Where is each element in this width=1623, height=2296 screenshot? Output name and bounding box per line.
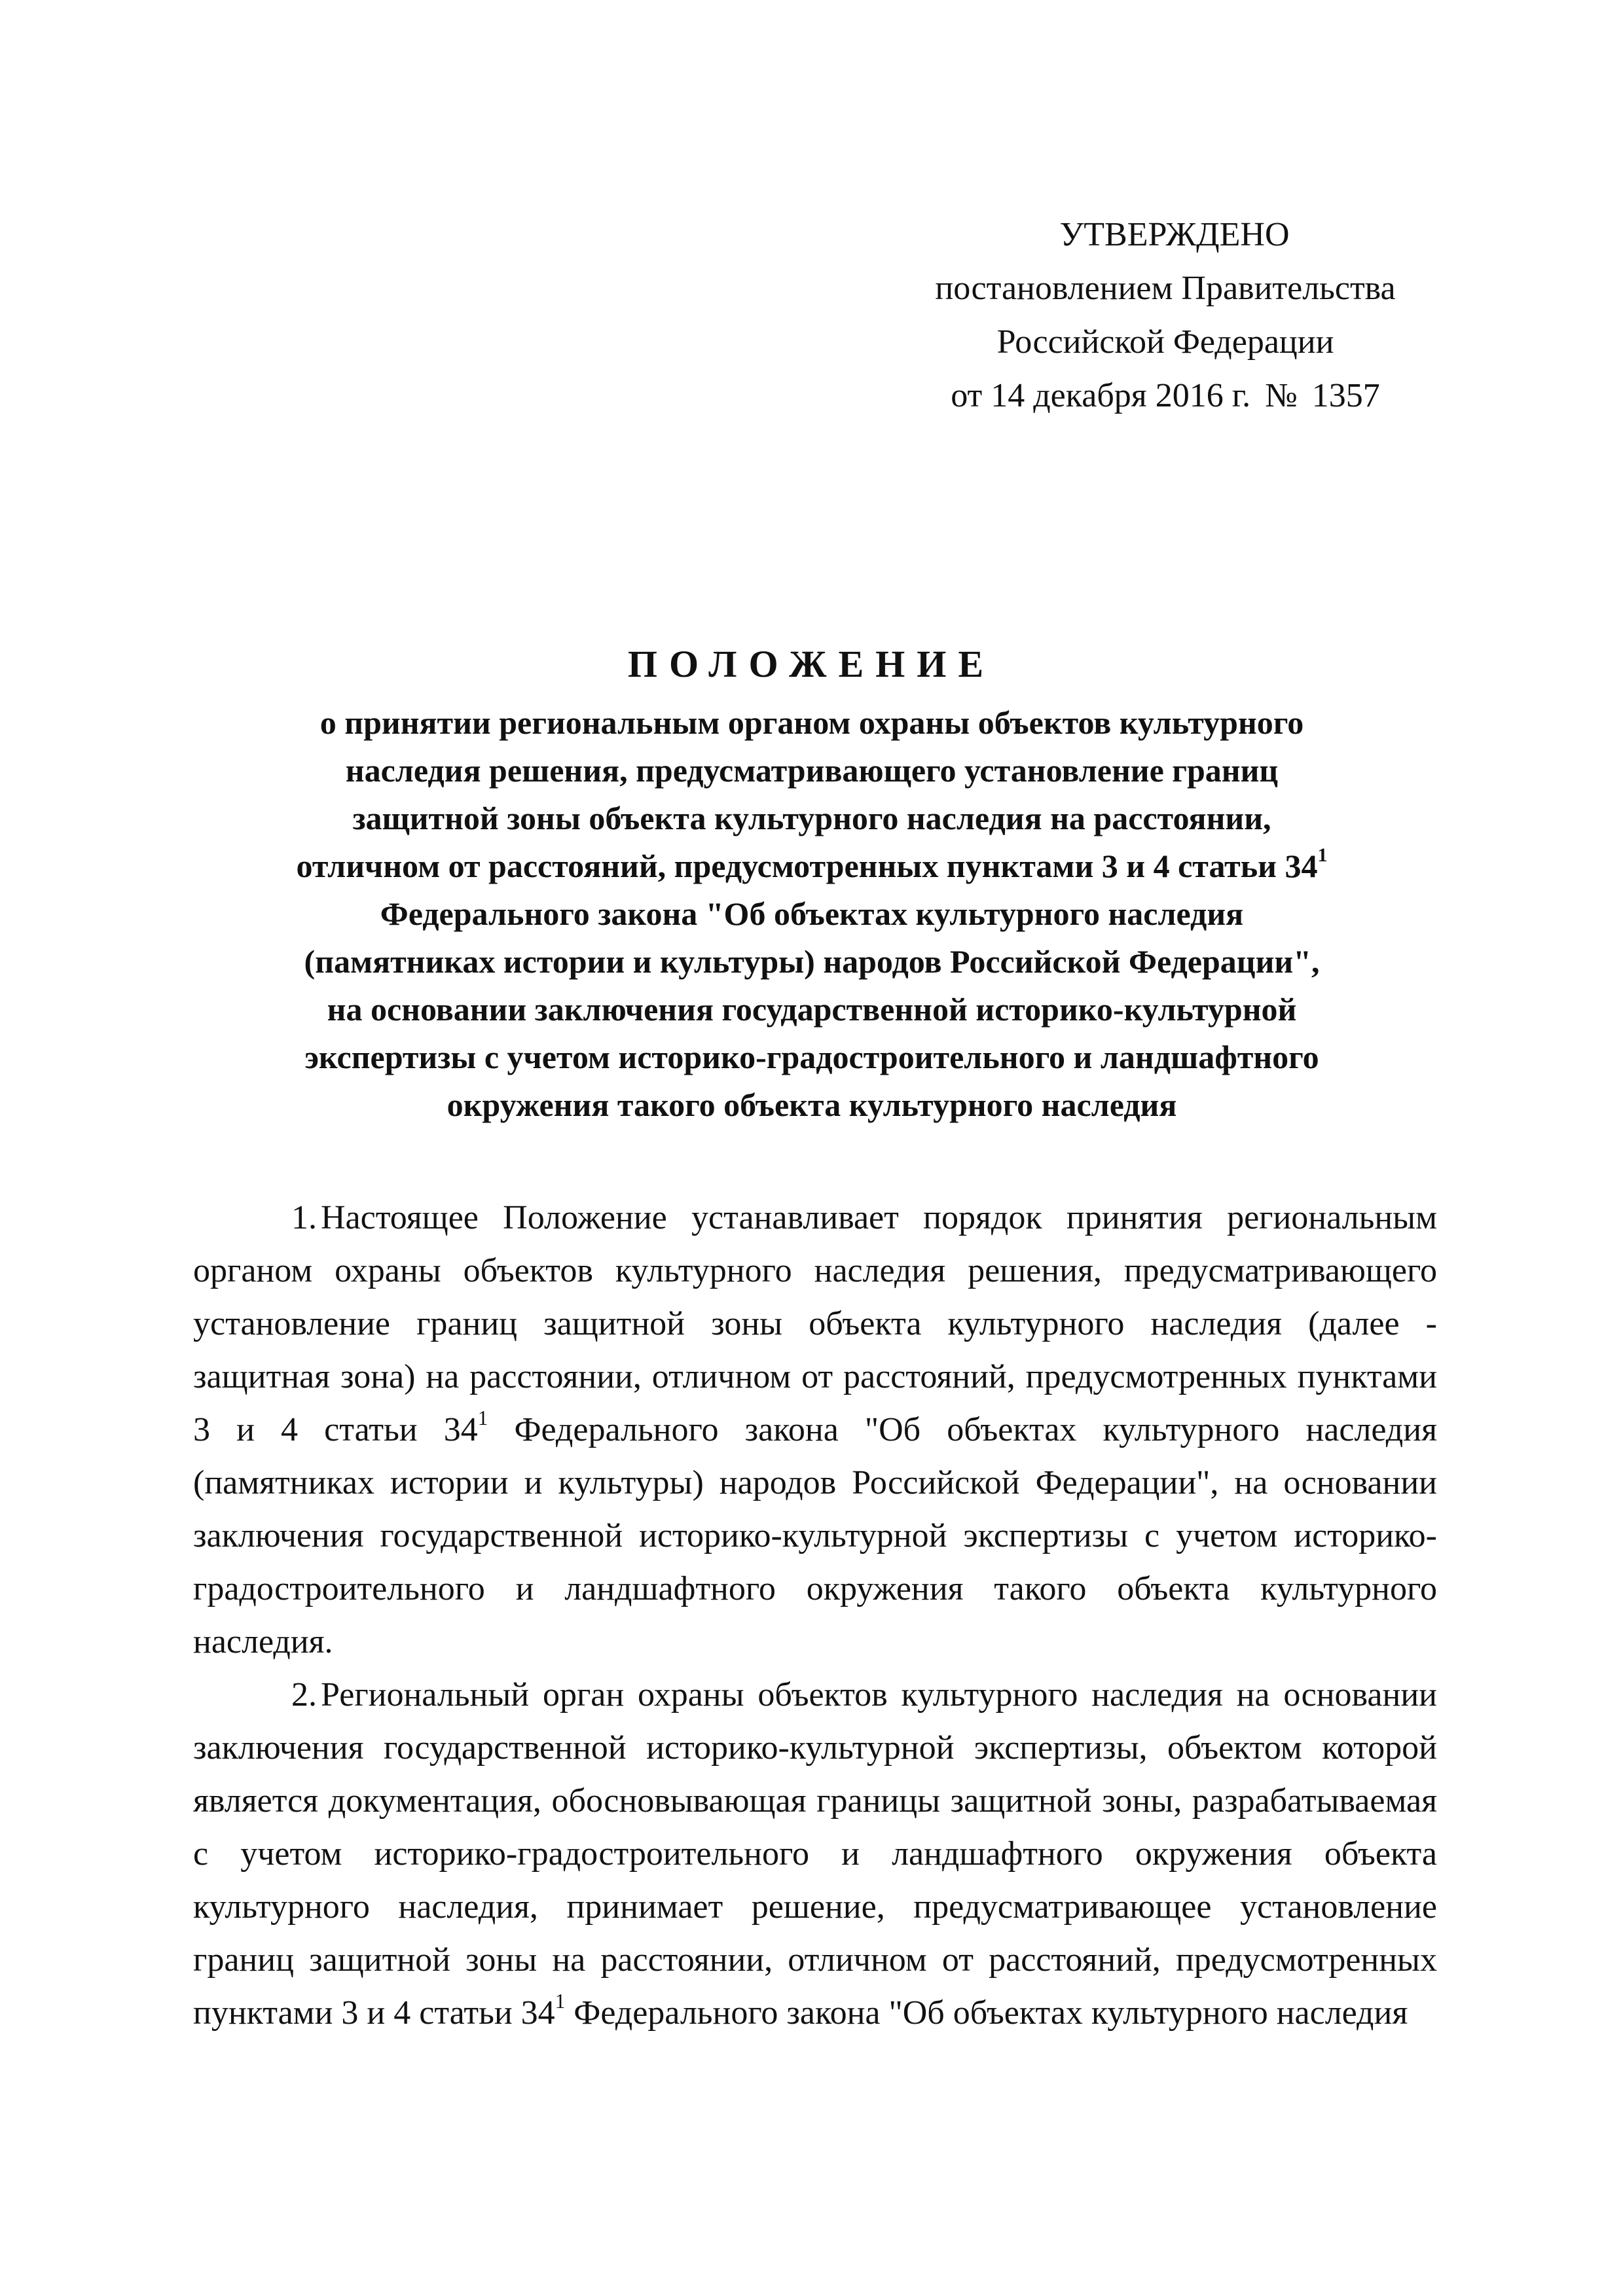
approval-date-line	[851, 369, 1480, 423]
document-subtitle	[170, 699, 1453, 1129]
approval-date: от 14 декабря 2016 г.	[951, 377, 1251, 414]
subtitle-line-text: отличном от расстояний, предусмотренных пунктами 3 и 4 статьи 34	[296, 848, 1318, 884]
paragraph-1	[193, 1191, 1437, 1668]
document-title: ПОЛОЖЕНИЕ	[627, 643, 996, 685]
approval-line-2: Российской Федерации	[996, 323, 1334, 361]
paragraph-text: Региональный орган охраны объектов культурного наследия на основании заключения государственной историко-культурной экспертизы, объектом которой является документация, обосновывающая границы защитной зоны, разрабатываемая с учетом историко-градостроительного и ландшафтного окружения объекта культурного наследия, принимает решение, предусматривающее установление границ защитной зоны на расстоянии, отличном от расстояний, предусмотренных пунктами 3 и 4 статьи 34	[193, 1676, 1437, 2032]
subtitle-line: Федерального закона "Об объектах культурного наследия	[380, 895, 1244, 932]
superscript: 1	[1317, 844, 1328, 867]
document-body	[193, 1191, 1437, 2039]
subtitle-line: о принятии региональным органом охраны объектов культурного	[319, 704, 1304, 741]
subtitle-line: экспертизы с учетом историко-градостроительного и ландшафтного	[304, 1039, 1319, 1075]
approval-line-1: постановлением Правительства	[935, 270, 1396, 307]
paragraph-2	[193, 1668, 1437, 2039]
approval-number: 1357	[1311, 377, 1380, 414]
superscript: 1	[555, 1989, 566, 2013]
subtitle-line: наследия решения, предусматривающего установление границ	[345, 752, 1279, 789]
superscript: 1	[477, 1406, 488, 1429]
approval-block	[851, 208, 1480, 423]
paragraph-number: 2.	[291, 1676, 317, 1713]
approval-heading: УТВЕРЖДЕНО	[1059, 216, 1290, 253]
subtitle-line: на основании заключения государственной историко-культурной	[327, 991, 1297, 1028]
number-sign: №	[1265, 377, 1298, 414]
paragraph-text: Федерального закона "Об объектах культурного наследия (памятниках истории и культуры) народов Российской Федерации", на основании заключения государственной историко-культурной экспертизы с учетом историко-градостроительного и ландшафтного окружения такого объекта культурного наследия.	[193, 1411, 1437, 1660]
subtitle-line	[170, 842, 1453, 890]
paragraph-text: Настоящее Положение устанавливает порядок принятия региональным органом охраны объектов культурного наследия решения, предусматривающего установление границ защитной зоны объекта культурного наследия (далее - защитная зона) на расстоянии, отличном от расстояний, предусмотренных пунктами 3 и 4 статьи 34	[193, 1199, 1437, 1448]
subtitle-line: защитной зоны объекта культурного наследия на расстоянии,	[352, 800, 1271, 836]
subtitle-line: окружения такого объекта культурного наследия	[447, 1086, 1177, 1123]
paragraph-text: Федерального закона "Об объектах культурного наследия	[565, 1994, 1408, 2032]
subtitle-line: (памятниках истории и культуры) народов Российской Федерации",	[304, 943, 1320, 980]
paragraph-number: 1.	[291, 1199, 317, 1236]
